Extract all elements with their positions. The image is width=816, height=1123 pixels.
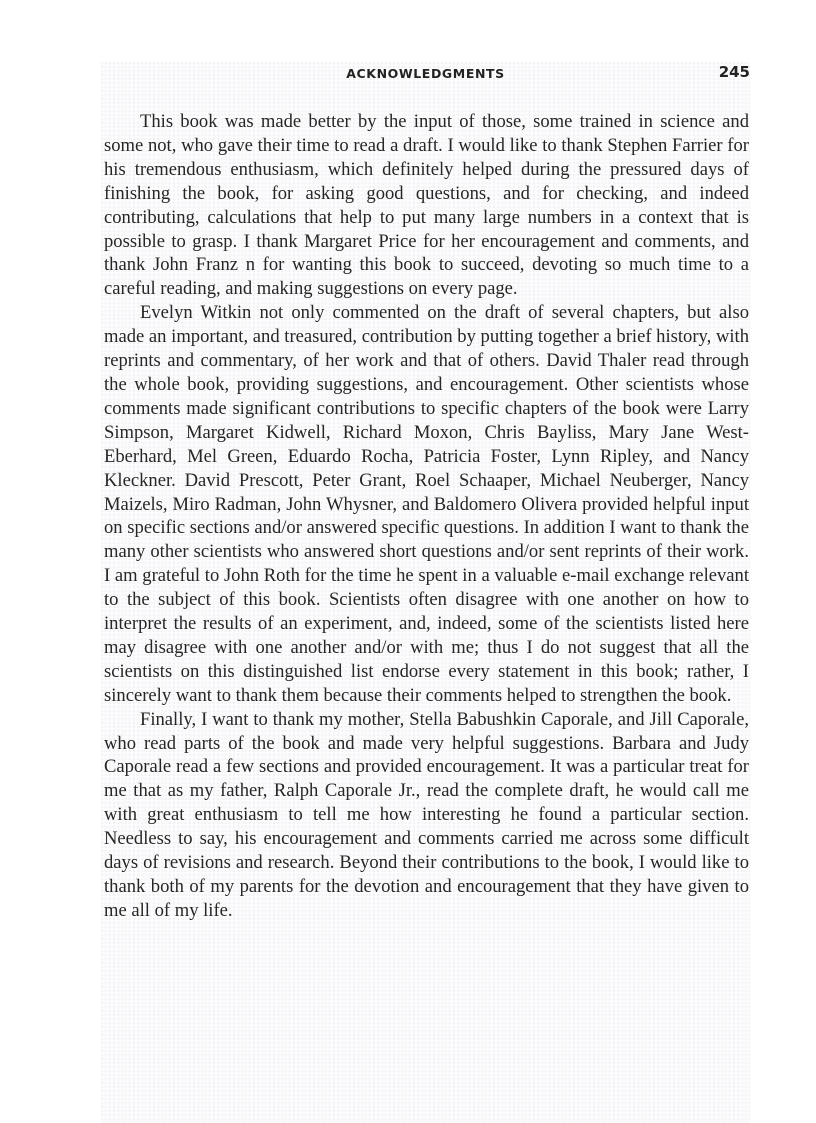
body-text [104,110,749,923]
paragraph-scientists: Evelyn Witkin not only commented on the draft of several chapters, but also made an important, and treasured, contribution by putting together a brief history, with reprints and commentary, of her work and that of others. David Thaler read through the whole book, providing suggestions, and encouragement. Other scientists whose comments made significant contributions to specific chapters of the book were Larry Simpson, Margaret Kidwell, Richard Moxon, Chris Bayliss, Mary Jane West-Eberhard, Mel Green, Eduardo Rocha, Patricia Foster, Lynn Ripley, and Nancy Kleckner. David Prescott, Peter Grant, Roel Schaaper, Michael Neuberger, Nancy Maizels, Miro Radman, John Whysner, and Baldomero Olivera provided helpful input on specific sections and/or answered specific questions. In addition I want to thank the many other scientists who answered short questions and/or sent reprints of their work. I am grateful to John Roth for the time he spent in a valuable e-mail exchange relevant to the subject of this book. Scientists often disagree with one another on how to interpret the results of an experiment, and, indeed, some of the scientists listed here may disagree with one another and/or with me; thus I do not suggest that all the scientists on this distinguished list endorse every statement in this book; rather, I sincerely want to thank them because their comments helped to strengthen the book. [104,302,749,706]
running-head [101,63,750,85]
section-title: ACKNOWLEDGMENTS [346,66,505,81]
paragraph-reviewers: This book was made better by the input of those, some trained in science and some not, who gave their time to read a draft. I would like to thank Stephen Farrier for his tremendous enthusiasm, which definitely helped during the pressured days of finishing the book, for asking good questions, and for checking, and indeed contributing, calculations that help to put many large numbers in a context that is possible to grasp. I thank Margaret Price for her encouragement and comments, and thank John Franz n for wanting this book to succeed, devoting so much time to a careful reading, and making suggestions on every page. [104,111,749,300]
paragraph-family: Finally, I want to thank my mother, Stella Babushkin Caporale, and Jill Caporale, who read parts of the book and made very helpful suggestions. Barbara and Judy Caporale read a few sections and provided encouragement. It was a particular treat for me that as my father, Ralph Caporale Jr., read the complete draft, he would call me with great enthusiasm to tell me how interesting he found a particular section. Needless to say, his encouragement and comments carried me across some difficult days of revisions and research. Beyond their contributions to the book, I would like to thank both of my parents for the devotion and encouragement that they have given to me all of my life. [104,708,749,921]
page-number: 245 [718,63,750,81]
